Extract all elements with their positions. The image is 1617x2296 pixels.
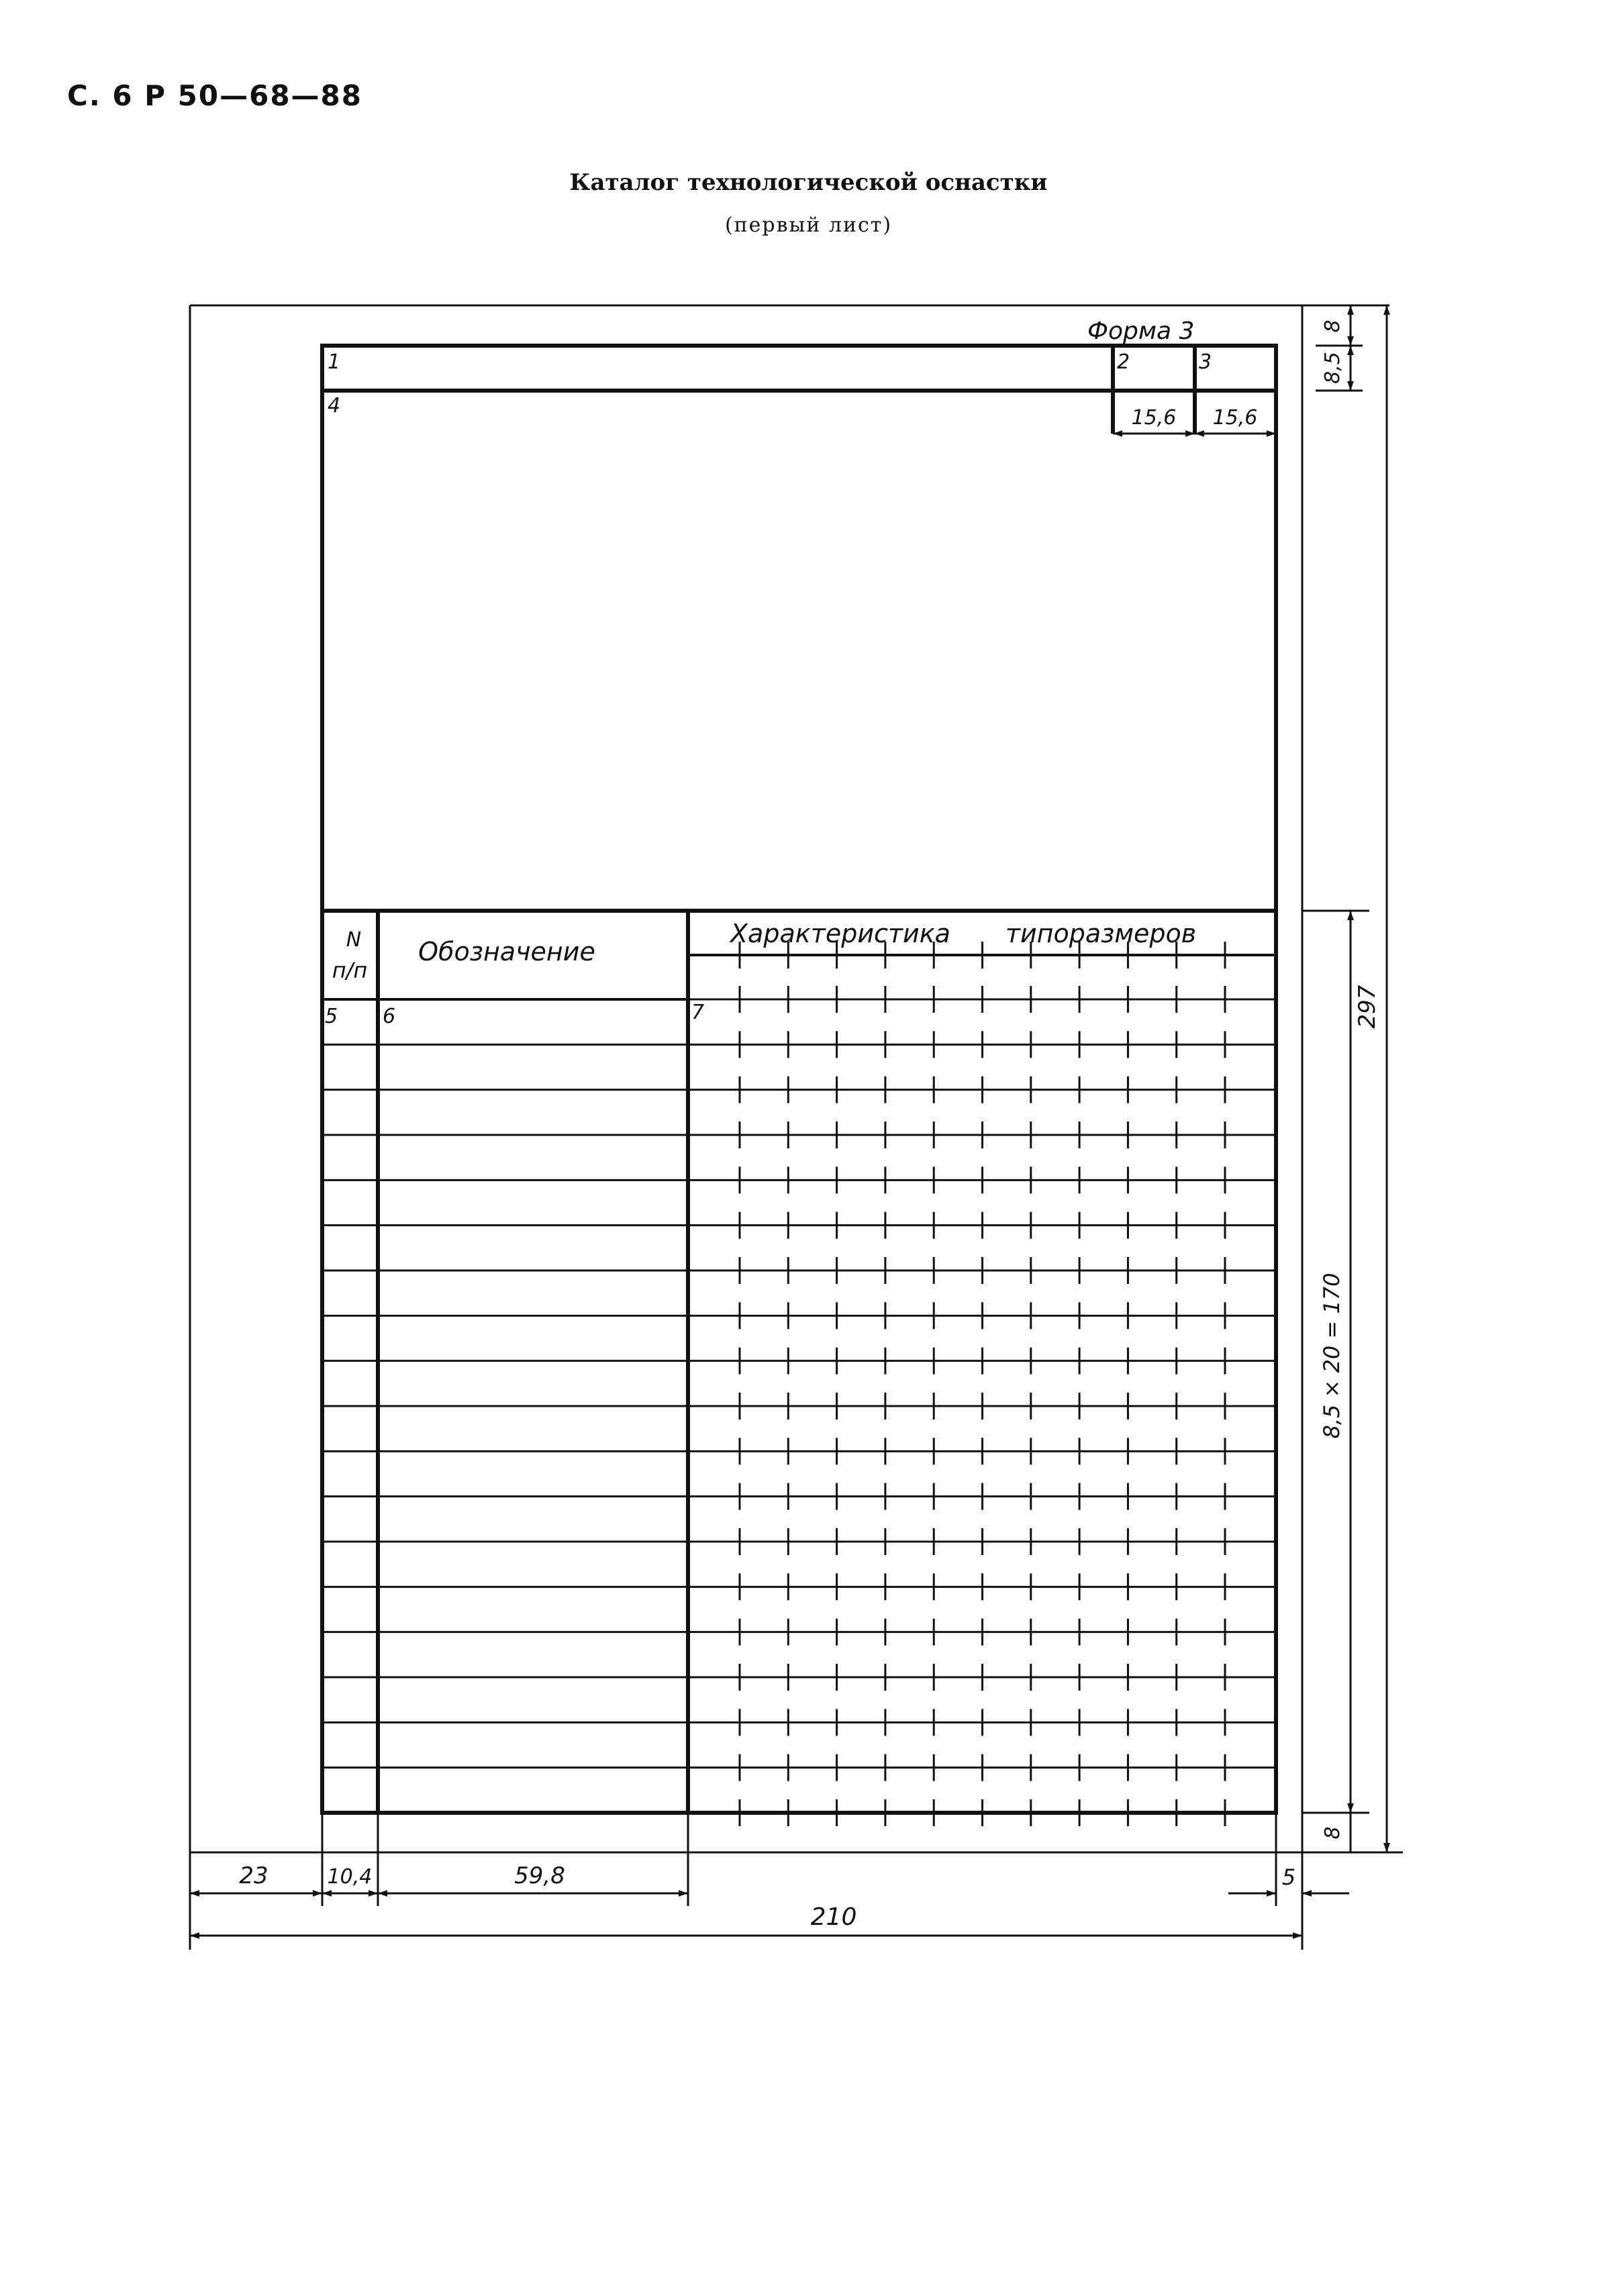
dimension-field3: 15,6 (1212, 406, 1258, 430)
dimension-page-width: 210 (810, 1903, 857, 1931)
characteristic-ticks (740, 942, 1225, 1826)
dimension-bottom-margin: 8 (1321, 1826, 1344, 1840)
characteristics-header-word1: Характеристика (730, 919, 950, 948)
designation-header: Обозначение (418, 937, 595, 966)
field-number-3: 3 (1199, 350, 1212, 374)
characteristics-header-word2: типоразмеров (1005, 919, 1197, 948)
field-number-2: 2 (1117, 350, 1130, 374)
dimension-right-margin: 5 (1281, 1864, 1296, 1890)
field-number-7: 7 (691, 1001, 705, 1024)
dimension-designation-column: 59,8 (514, 1862, 565, 1889)
dimension-number-column: 10,4 (327, 1865, 373, 1889)
form-frame (322, 346, 1276, 1813)
table-rows (322, 999, 1276, 1768)
field-number-1: 1 (328, 350, 341, 374)
dimension-page-height: 297 (1354, 985, 1381, 1029)
dimension-header-row: 8,5 (1321, 352, 1344, 384)
field-number-4: 4 (328, 394, 341, 417)
dimension-field2: 15,6 (1131, 406, 1177, 430)
dimension-table-height: 8,5 × 20 = 170 (1319, 1272, 1344, 1439)
field-number-5: 5 (325, 1005, 338, 1028)
form-label: Форма 3 (1087, 317, 1195, 345)
dimension-left-margin: 23 (239, 1862, 268, 1889)
page-title: Каталог технологической оснастки (569, 169, 1048, 196)
page-subtitle: (первый лист) (724, 213, 893, 237)
number-header-line1: N (346, 928, 362, 952)
dimension-top-margin: 8 (1321, 319, 1344, 333)
field-number-6: 6 (383, 1005, 396, 1028)
right-dimensions (1302, 305, 1403, 1852)
sheet-border (190, 305, 1389, 1950)
document-code: С. 6 Р 50—68—88 (67, 79, 362, 112)
number-header-line2: п/п (332, 958, 368, 983)
